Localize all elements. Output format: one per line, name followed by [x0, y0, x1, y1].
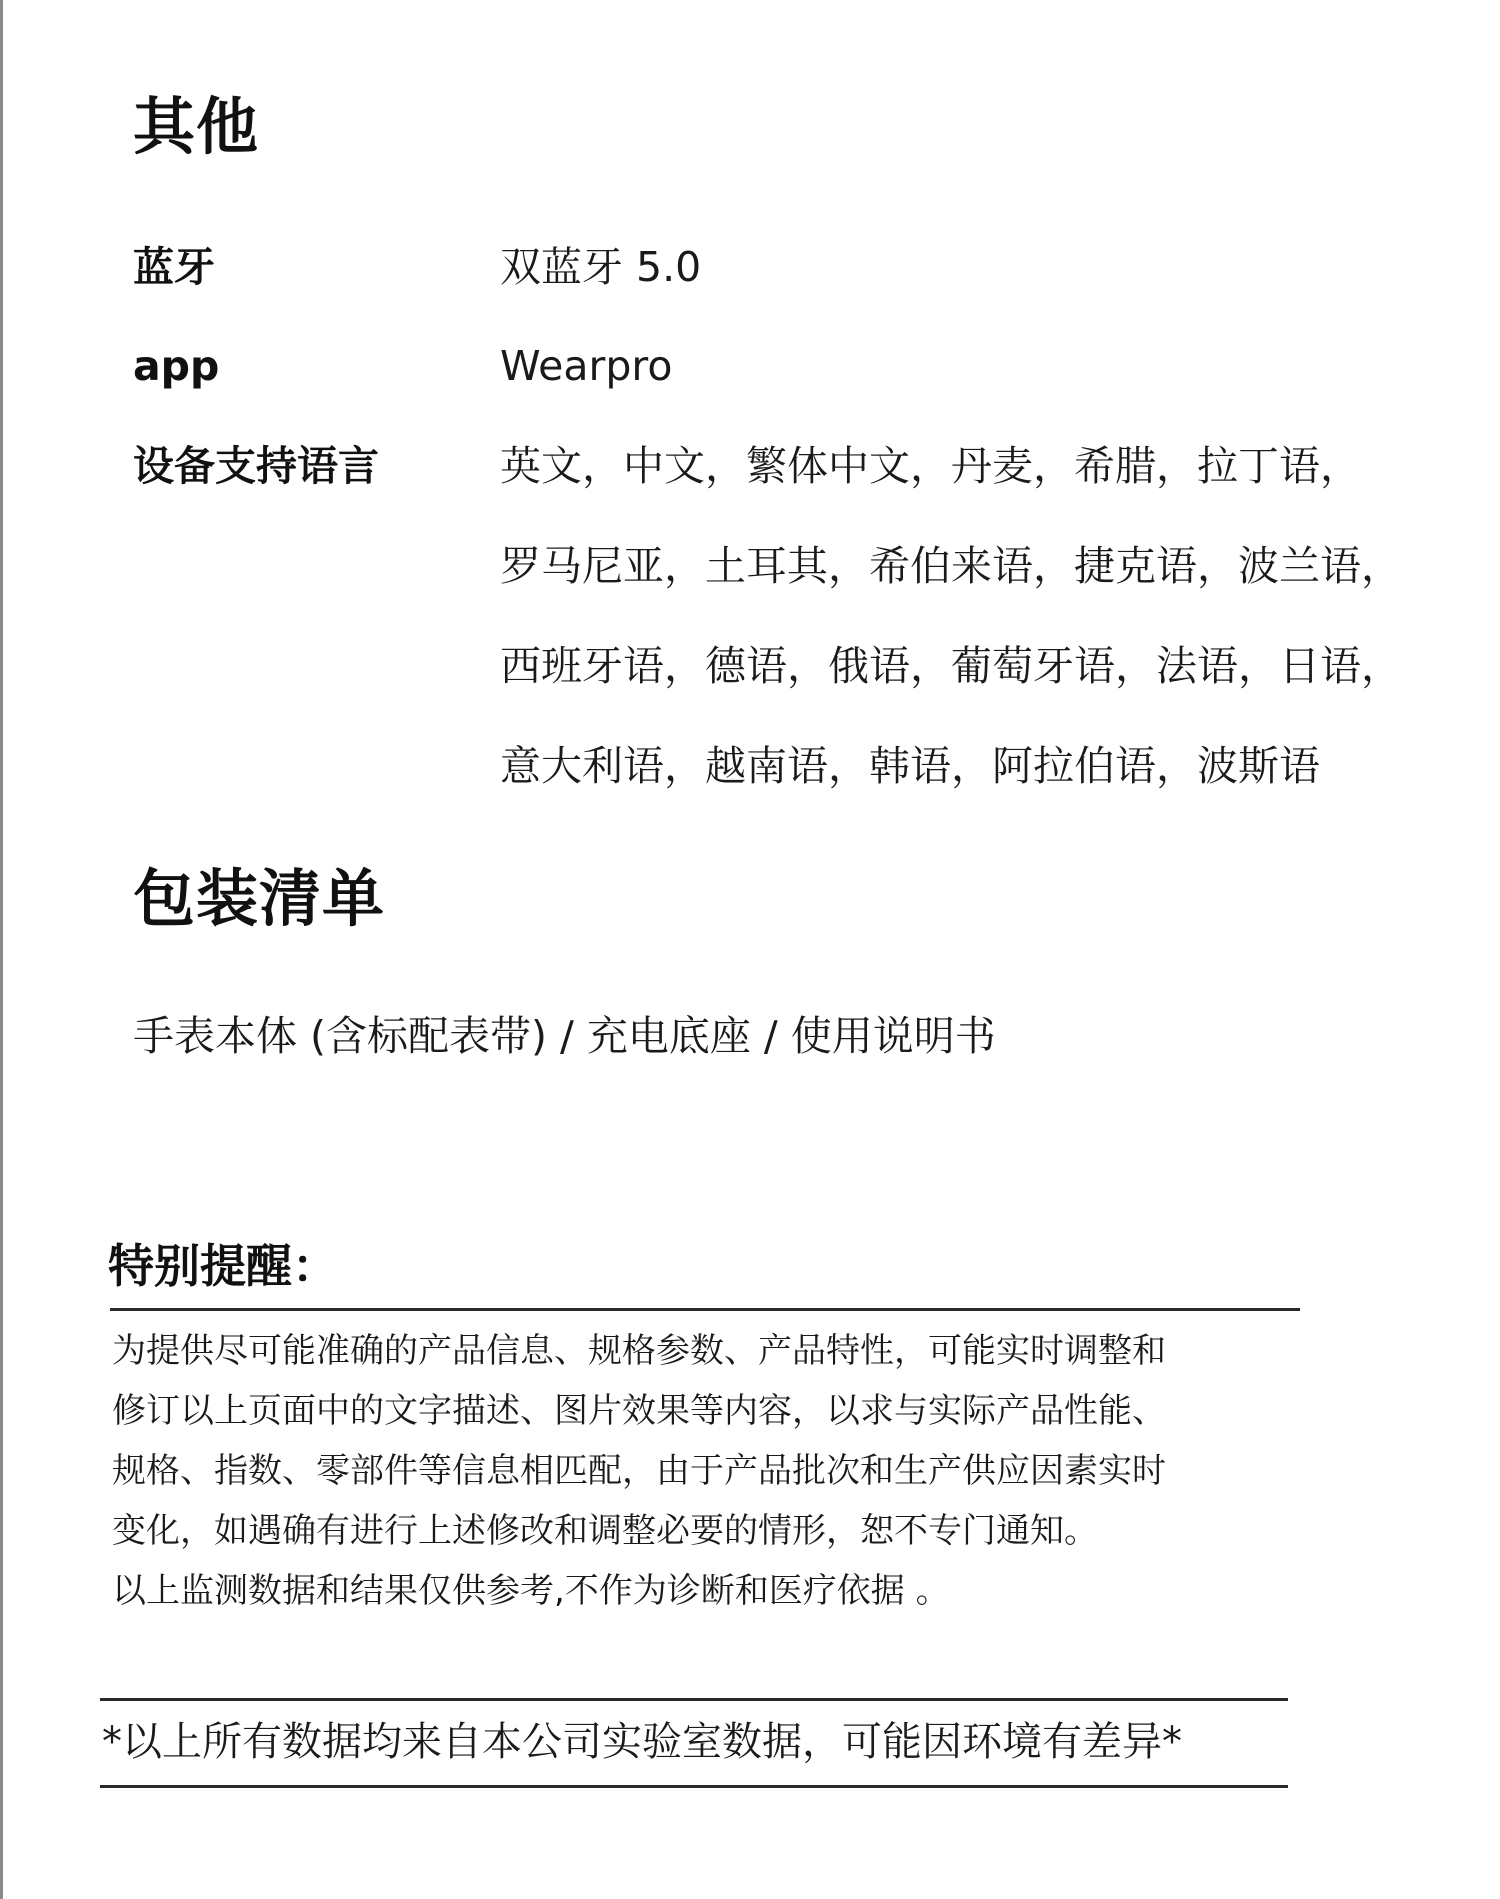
- notice-line: 以上监测数据和结果仅供参考,不作为诊断和医疗依据 。: [112, 1571, 950, 1611]
- spec-value-app: Wearpro: [500, 342, 673, 390]
- spec-label-languages: 设备支持语言: [133, 442, 379, 490]
- footer-bottom-divider: [100, 1785, 1288, 1788]
- language-list-line: 意大利语，越南语，韩语，阿拉伯语，波斯语: [500, 742, 1320, 790]
- footer-top-divider: [100, 1698, 1288, 1701]
- notice-title: 特别提醒：: [108, 1239, 338, 1293]
- notice-line: 规格、指数、零部件等信息相匹配，由于产品批次和生产供应因素实时: [112, 1451, 1166, 1491]
- language-list-line: 罗马尼亚，土耳其，希伯来语，捷克语，波兰语，: [500, 542, 1402, 590]
- page-left-border: [0, 0, 3, 1899]
- language-list-line: 西班牙语，德语，俄语，葡萄牙语，法语，日语，: [500, 642, 1402, 690]
- spec-value-bluetooth: 双蓝牙 5.0: [500, 243, 702, 291]
- language-list-line: 英文，中文，繁体中文，丹麦，希腊，拉丁语，: [500, 442, 1361, 490]
- notice-line: 为提供尽可能准确的产品信息、规格参数、产品特性，可能实时调整和: [112, 1331, 1166, 1371]
- notice-line: 变化，如遇确有进行上述修改和调整必要的情形，恕不专门通知。: [112, 1511, 1098, 1551]
- package-contents: 手表本体 (含标配表带) / 充电底座 / 使用说明书: [133, 1012, 996, 1060]
- notice-divider: [110, 1308, 1300, 1311]
- footer-disclaimer: *以上所有数据均来自本公司实验室数据，可能因环境有差异*: [102, 1719, 1182, 1765]
- section-title-package: 包装清单: [133, 862, 386, 935]
- section-title-other: 其他: [133, 90, 260, 163]
- spec-label-bluetooth: 蓝牙: [133, 243, 215, 291]
- spec-label-app: app: [133, 342, 220, 390]
- notice-line: 修订以上页面中的文字描述、图片效果等内容，以求与实际产品性能、: [112, 1391, 1166, 1431]
